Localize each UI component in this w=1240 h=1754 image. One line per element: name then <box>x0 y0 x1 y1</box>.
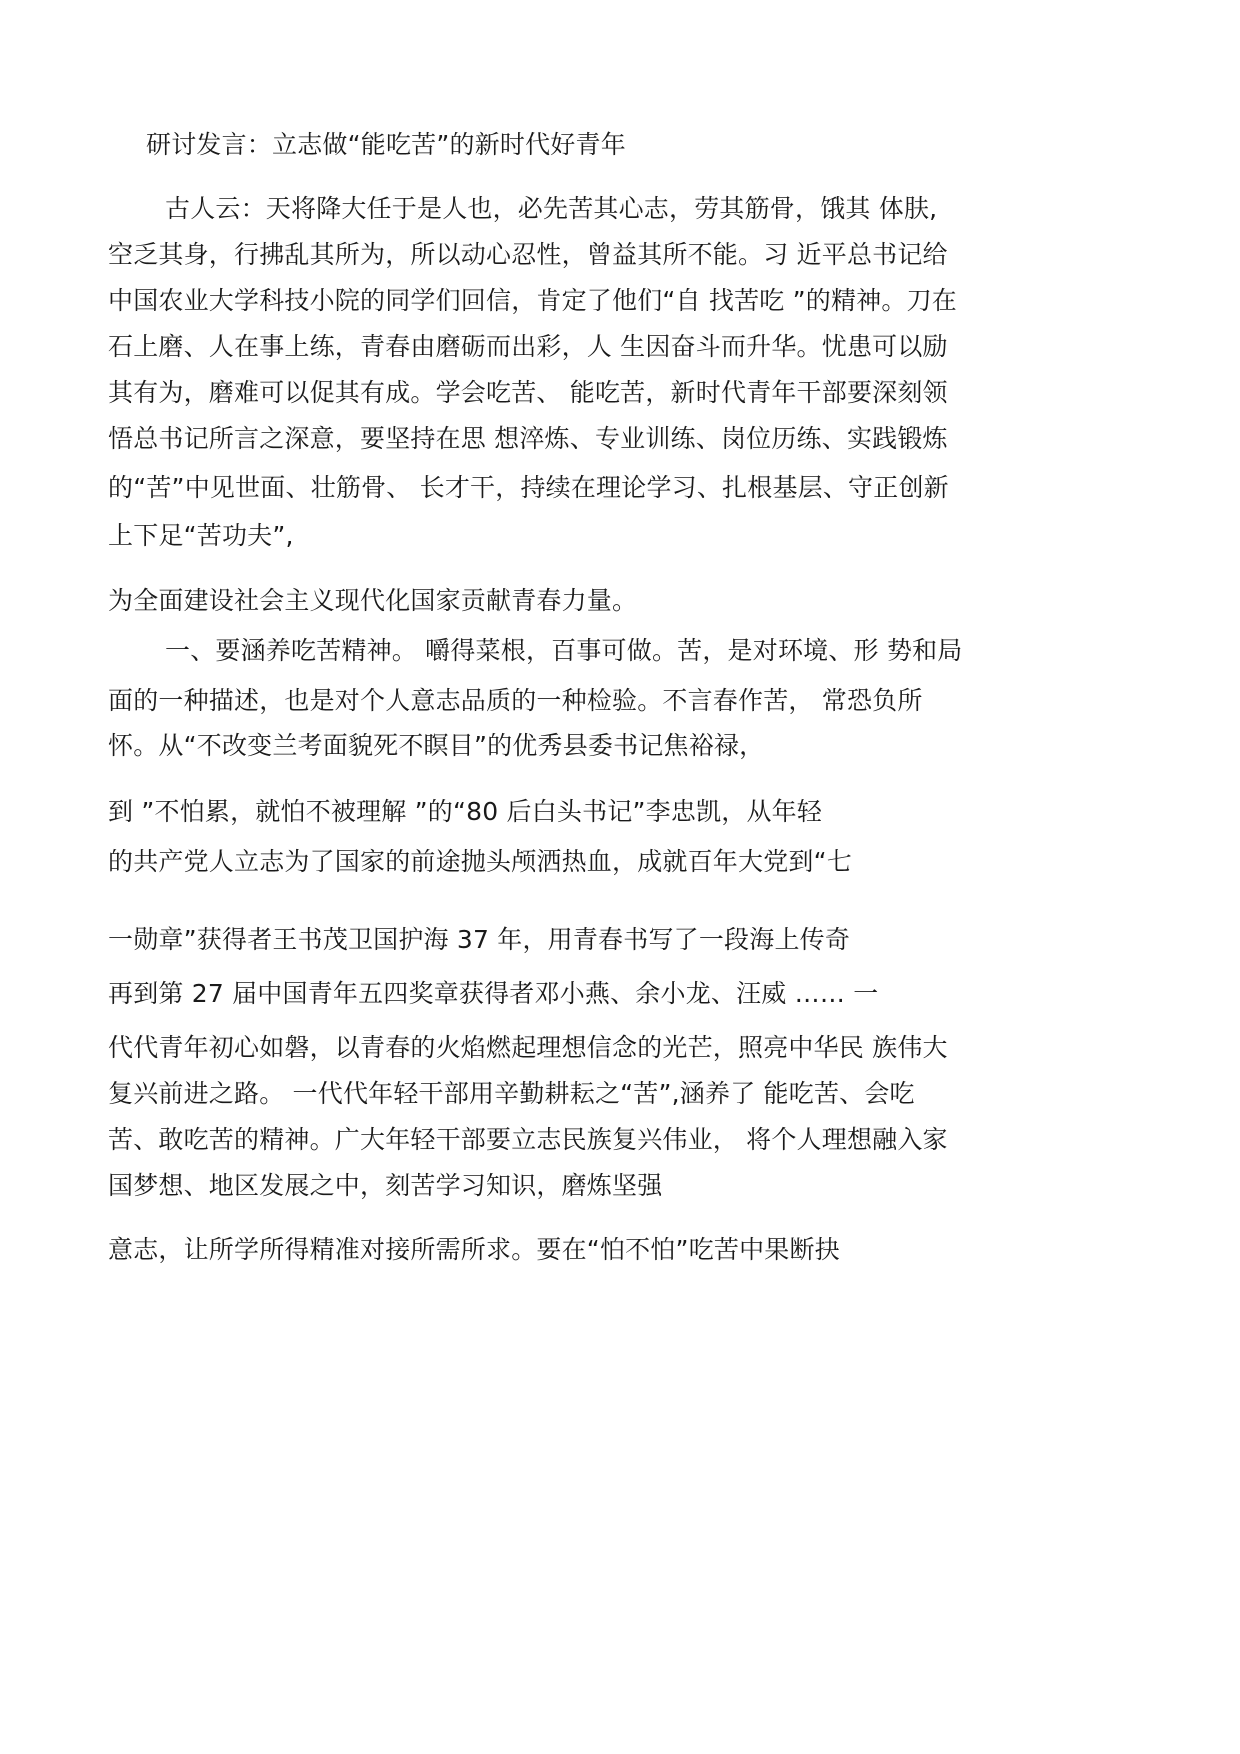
paragraph-line: 石上磨、人在事上练，青春由磨砺而出彩，人 生因奋斗而升华。忧患可以励 <box>108 332 948 361</box>
paragraph-line: 意志，让所学所得精准对接所需所求。要在“怕不怕”吃苦中果断抉 <box>108 1235 840 1264</box>
paragraph-line: 代代青年初心如磐，以青春的火焰燃起理想信念的光芒，照亮中华民 族伟大 <box>108 1033 948 1062</box>
paragraph-line: 的共产党人立志为了国家的前途抛头颅洒热血，成就百年大党到“七 <box>108 847 852 876</box>
paragraph-line: 面的一种描述，也是对个人意志品质的一种检验。不言春作苦， 常恐负所 <box>108 686 923 715</box>
paragraph-line: 到 ”不怕累，就怕不被理解 ”的“80 后白头书记”李忠凯，从年轻 <box>108 797 823 826</box>
paragraph-line: 上下足“苦功夫”, <box>108 521 294 550</box>
document-title: 研讨发言：立志做“能吃苦”的新时代好青年 <box>146 130 626 159</box>
paragraph-line: 国梦想、地区发展之中，刻苦学习知识，磨炼坚强 <box>108 1171 663 1200</box>
paragraph-line: 苦、敢吃苦的精神。广大年轻干部要立志民族复兴伟业， 将个人理想融入家 <box>108 1125 948 1154</box>
paragraph-line: 怀。从“不改变兰考面貌死不瞑目”的优秀县委书记焦裕禄， <box>108 731 765 760</box>
paragraph-line: 为全面建设社会主义现代化国家贡献青春力量。 <box>108 586 638 615</box>
paragraph-line: 悟总书记所言之深意，要坚持在思 想淬炼、专业训练、岗位历练、实践锻炼 <box>108 424 948 453</box>
paragraph-line: 一勋章”获得者王书茂卫国护海 37 年，用青春书写了一段海上传奇 <box>108 925 851 954</box>
paragraph-line: 古人云：天将降大任于是人也，必先苦其心志，劳其筋骨，饿其 体肤, <box>165 194 938 223</box>
section-heading-line: 一、要涵养吃苦精神。 嚼得菜根，百事可做。苦，是对环境、形 势和局 <box>165 636 963 665</box>
paragraph-line: 其有为，磨难可以促其有成。学会吃苦、 能吃苦，新时代青年干部要深刻领 <box>108 378 948 407</box>
paragraph-line: 再到第 27 届中国青年五四奖章获得者邓小燕、余小龙、汪威 …… 一 <box>108 979 879 1008</box>
paragraph-line: 空乏其身，行拂乱其所为，所以动心忍性，曾益其所不能。习 近平总书记给 <box>108 240 948 269</box>
paragraph-line: 复兴前进之路。 一代代年轻干部用辛勤耕耘之“苦”,涵养了 能吃苦、会吃 <box>108 1079 915 1108</box>
paragraph-line: 中国农业大学科技小院的同学们回信，肯定了他们“自 找苦吃 ”的精神。刀在 <box>108 286 957 315</box>
paragraph-line: 的“苦”中见世面、壮筋骨、 长才干，持续在理论学习、扎根基层、守正创新 <box>108 473 949 502</box>
